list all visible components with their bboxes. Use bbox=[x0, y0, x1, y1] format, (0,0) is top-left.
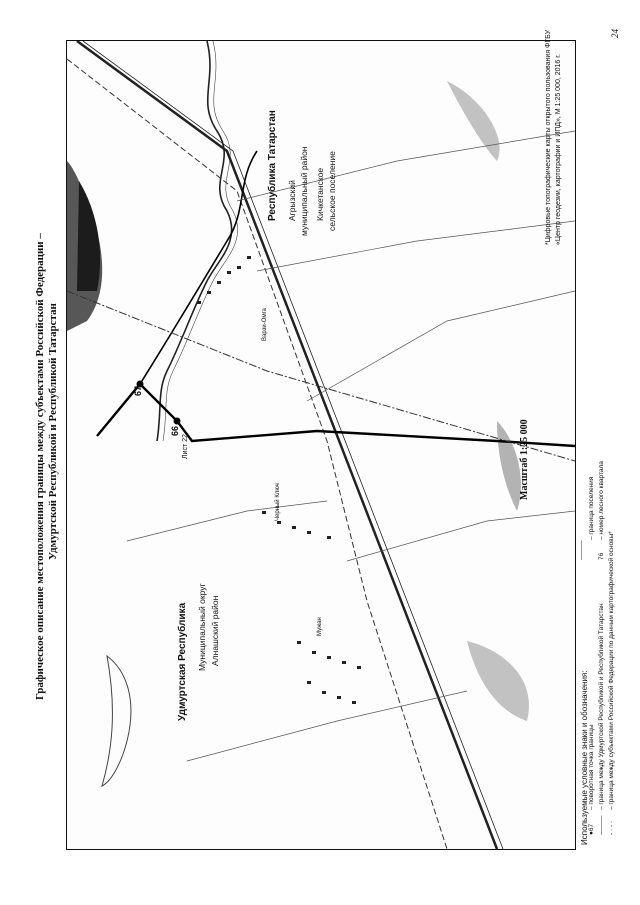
legend-text-basis-boundary: – граница между субъектами Российской Федерации по данным картографической основы* bbox=[608, 531, 615, 810]
legend-symbol-settlement-boundary: ——— bbox=[578, 540, 585, 560]
legend-text-region-boundary: – граница между Удмуртской Республикой и Республикой Татарстан bbox=[598, 603, 605, 810]
forest-patch bbox=[467, 641, 529, 721]
legend-text-point: – поворотная точка границы bbox=[588, 724, 595, 810]
railway bbox=[67, 59, 447, 849]
district-label-udmurtia-2: Алнашский район bbox=[210, 595, 220, 666]
page-number: 24 bbox=[610, 29, 620, 38]
village-label-varzi-omga: Варзи-Омга bbox=[262, 308, 268, 341]
field-road bbox=[307, 291, 575, 401]
legend-symbol-basis-boundary: - · - · bbox=[608, 820, 615, 835]
legend-heading: Используемые условные знаки и обозначения: bbox=[580, 670, 589, 845]
forest-patch bbox=[77, 181, 100, 291]
district-label-udmurtia-1: Муниципальный округ bbox=[197, 583, 207, 671]
scale-label: Масштаб 1:25 000 bbox=[519, 419, 530, 500]
source-note: *Цифровые топографические карты открытого пользования ФГБУ «Центр геодезии, картографии и ИПД», М 1:25 000, 2016 г. bbox=[545, 29, 562, 245]
legend-symbol-forest-quarter: 76 bbox=[598, 552, 605, 560]
river bbox=[157, 41, 232, 441]
legend-text-forest-quarter: – номер лесного квартала bbox=[598, 461, 605, 540]
village-label-muzhan: Мужан bbox=[317, 617, 323, 636]
main-road bbox=[77, 41, 497, 849]
boundary-point-label-66: 66 bbox=[170, 425, 180, 436]
village-blocks bbox=[197, 256, 361, 704]
forest-patch bbox=[447, 81, 500, 161]
main-road-edge bbox=[83, 41, 503, 849]
region-label-udmurtia: Удмуртская Республика bbox=[177, 602, 188, 721]
map-drawing bbox=[67, 41, 575, 849]
village-label-cherny-klyuch: Черный Ключ bbox=[275, 483, 281, 521]
district-label-tatarstan-1: Агрызский bbox=[287, 180, 297, 221]
legend-symbol-point: ●67 bbox=[588, 823, 595, 835]
sheet-label: Лист 22 bbox=[182, 434, 189, 459]
legend-text-settlement-boundary: – граница поселения bbox=[588, 476, 595, 540]
lake bbox=[102, 656, 131, 786]
title-line-2: Удмуртской Республикой и Республикой Татарстан bbox=[47, 303, 59, 560]
settlement-label-tatarstan-2: сельское поселение bbox=[327, 151, 337, 231]
field-road bbox=[187, 691, 467, 761]
boundary-point-label-67: 67 bbox=[133, 385, 143, 396]
title-line-1: Графическое описание местоположения границы между субъектами Российской Федерации – bbox=[34, 233, 46, 700]
field-road bbox=[127, 501, 327, 541]
region-label-tatarstan: Республика Татарстан bbox=[267, 110, 278, 221]
field-road bbox=[347, 511, 575, 561]
legend-symbol-region-boundary: ——— bbox=[598, 815, 605, 835]
district-label-tatarstan-2: муниципальный район bbox=[299, 146, 309, 236]
settlement-label-tatarstan-1: Кичкетанское bbox=[315, 167, 325, 221]
map-frame[interactable] bbox=[66, 40, 576, 850]
forest-patch bbox=[497, 421, 521, 511]
boundary-point-66 bbox=[174, 418, 181, 425]
